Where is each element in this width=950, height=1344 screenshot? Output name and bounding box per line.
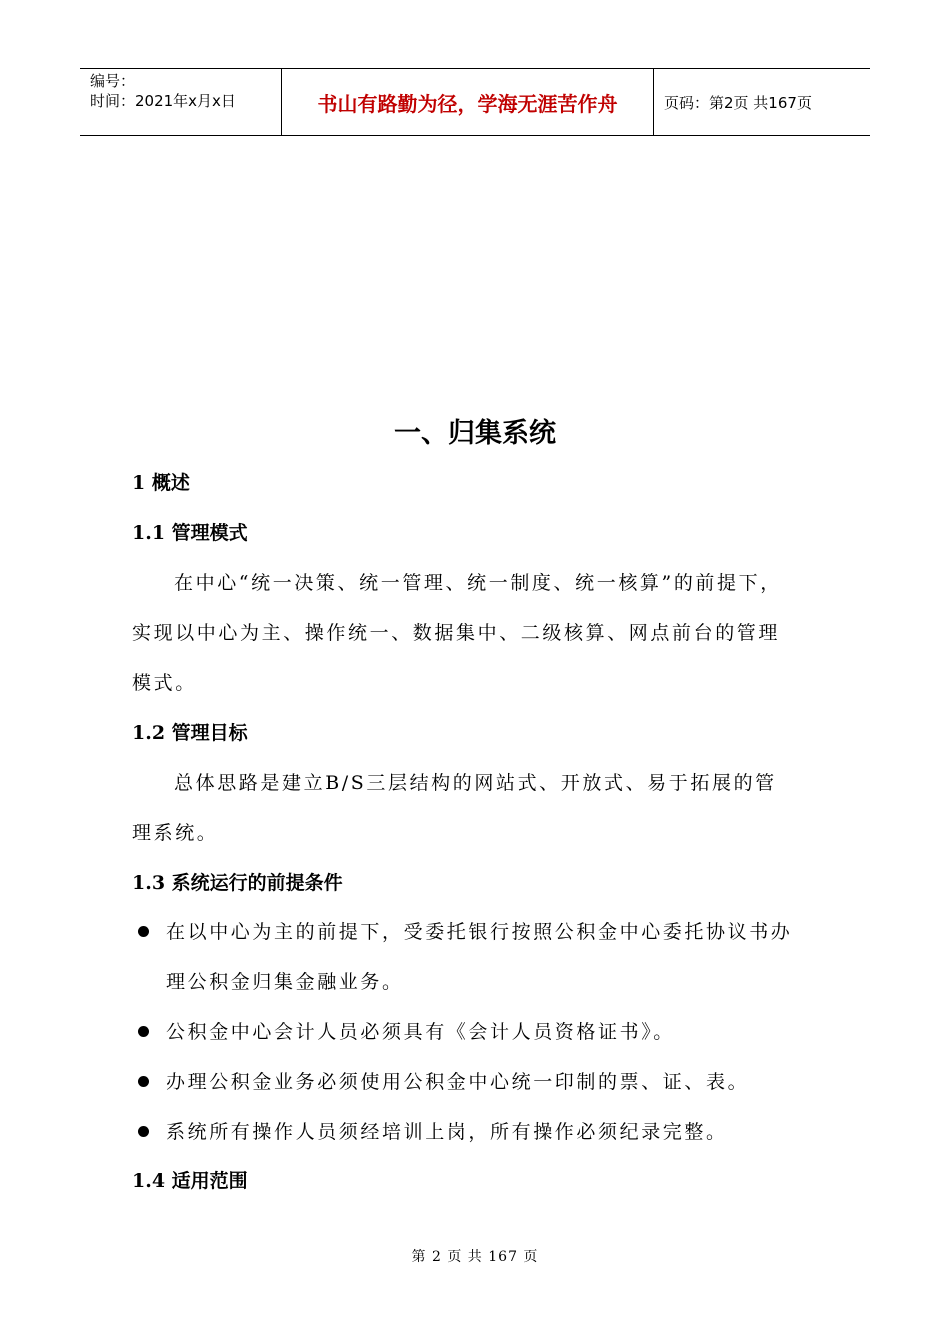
paragraph-management-mode-line2: 实现以中心为主、操作统一、数据集中、二级核算、网点前台的管理	[132, 622, 781, 644]
header-page-cell	[654, 69, 870, 135]
header-meta-cell	[80, 69, 282, 135]
paragraph-management-mode-line3: 模式。	[132, 672, 197, 694]
paragraph-management-mode-line1: 在中心“统一决策、统一管理、统一制度、统一核算”的前提下，	[174, 572, 782, 594]
bullet-item-1-line1: 在以中心为主的前提下，受委托银行按照公积金中心委托协议书办	[166, 921, 793, 943]
header-motto: 书山有路勤为径，学海无涯苦作舟	[317, 91, 618, 116]
page-header	[80, 68, 870, 136]
header-time-label: 时间：2021年x月x日	[90, 92, 236, 110]
bullet-item-2: 公积金中心会计人员必须具有《会计人员资格证书》。	[166, 1021, 675, 1043]
section-heading-management-mode: 1.1 管理模式	[132, 522, 248, 544]
section-heading-management-goal: 1.2 管理目标	[132, 722, 248, 744]
section-heading-scope: 1.4 适用范围	[132, 1170, 248, 1192]
bullet-item-4: 系统所有操作人员须经培训上岗，所有操作必须纪录完整。	[166, 1121, 728, 1143]
section-heading-overview: 1 概述	[132, 472, 190, 494]
bullet-item-3: 办理公积金业务必须使用公积金中心统一印制的票、证、表。	[166, 1071, 750, 1093]
section-heading-prerequisites: 1.3 系统运行的前提条件	[132, 872, 343, 894]
bullet-dot	[138, 1076, 149, 1087]
bullet-dot	[138, 926, 149, 937]
bullet-dot	[138, 1026, 149, 1037]
header-page-info: 页码：第2页 共167页	[664, 93, 812, 112]
bullet-item-1-line2: 理公积金归集金融业务。	[166, 971, 404, 993]
page-footer: 第 2 页 共 167 页	[411, 1249, 539, 1265]
paragraph-management-goal-line1: 总体思路是建立B/S三层结构的网站式、开放式、易于拓展的管	[174, 772, 777, 794]
paragraph-management-goal-line2: 理系统。	[132, 822, 219, 844]
header-number-label: 编号：	[90, 72, 136, 90]
header-motto-cell	[282, 69, 654, 135]
document-title: 一、归集系统	[394, 418, 556, 449]
bullet-dot	[138, 1126, 149, 1137]
